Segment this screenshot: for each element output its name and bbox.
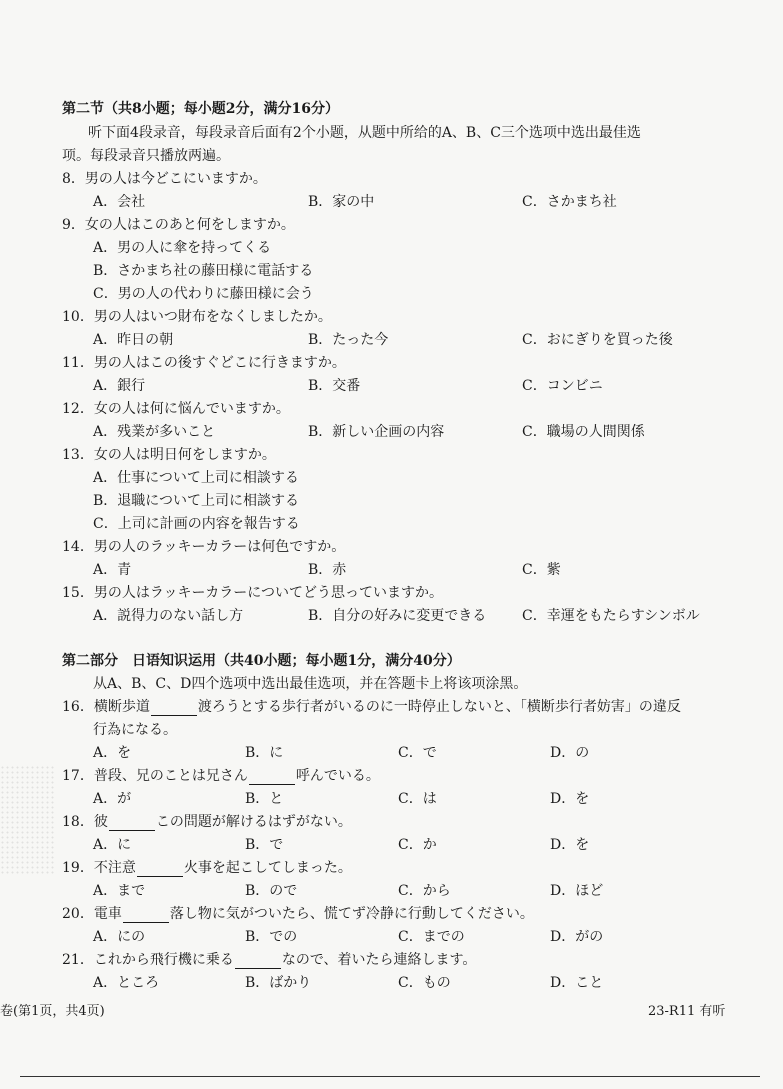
question-15: 15．男の人はラッキーカラーについてどう思っていますか。 [62, 585, 443, 601]
option-20b[interactable]: B．での [245, 929, 298, 945]
section-title: 第二节（共8小题；每小题2分，满分16分） [62, 101, 339, 117]
question-18 [62, 813, 352, 831]
option-12a[interactable]: A．残業が多いこと [93, 424, 216, 440]
option-9c[interactable]: C．男の人の代わりに藤田様に会う [93, 286, 314, 302]
question-11: 11．男の人はこの後すぐどこに行きますか。 [62, 355, 346, 371]
option-9b[interactable]: B．さかまち社の藤田様に電話する [93, 263, 314, 279]
option-16b[interactable]: B．に [245, 745, 284, 761]
question-17-stem-start: 17．普段、兄のことは兄さん [62, 768, 248, 784]
option-15b[interactable]: B．自分の好みに変更できる [308, 608, 487, 624]
option-11c[interactable]: C．コンビニ [522, 378, 603, 394]
question-20-stem-start: 20．電車 [62, 906, 122, 922]
question-8: 8．男の人は今どこにいますか。 [62, 171, 267, 187]
question-16 [62, 698, 681, 716]
option-10b[interactable]: B．たった今 [308, 332, 389, 348]
option-17c[interactable]: C．は [398, 791, 437, 807]
part2-title: 第二部分 日语知识运用（共40小题；每小题1分，满分40分） [62, 653, 461, 669]
option-11b[interactable]: B．交番 [308, 378, 361, 394]
question-21-stem-end: なので、着いたら連絡します。 [281, 952, 477, 968]
option-19d[interactable]: D．ほど [550, 883, 604, 899]
footer-page-number: 卷(第1页，共4页) [0, 1004, 105, 1019]
question-16-stem-end: 渡ろうとする歩行者がいるのに一時停止しないと、「横断歩行者妨害」の違反 [197, 699, 681, 715]
option-18a[interactable]: A．に [93, 837, 132, 853]
instruction-line-1: 听下面4段录音，每段录音后面有2个小题，从题中所给的A、B、C三个选项中选出最佳选 [88, 125, 641, 141]
option-20d[interactable]: D．がの [550, 929, 604, 945]
question-19 [62, 859, 352, 877]
option-14b[interactable]: B．赤 [308, 562, 347, 578]
option-8b[interactable]: B．家の中 [308, 194, 375, 210]
option-20a[interactable]: A．にの [93, 929, 146, 945]
option-21a[interactable]: A．ところ [93, 975, 160, 991]
answer-blank [109, 818, 155, 831]
option-21b[interactable]: B．ばかり [245, 975, 312, 991]
option-8a[interactable]: A．会社 [93, 194, 146, 210]
option-16a[interactable]: A．を [93, 745, 132, 761]
answer-blank [137, 864, 183, 877]
option-12b[interactable]: B．新しい企画の内容 [308, 424, 445, 440]
option-18d[interactable]: D．を [550, 837, 590, 853]
question-12: 12．女の人は何に悩んでいますか。 [62, 401, 290, 417]
question-16-stem-start: 16．横断歩道 [62, 699, 150, 715]
scan-noise [0, 765, 55, 875]
option-8c[interactable]: C．さかまち社 [522, 194, 617, 210]
bottom-divider [20, 1076, 760, 1077]
question-13: 13．女の人は明日何をしますか。 [62, 447, 276, 463]
question-19-stem-start: 19．不注意 [62, 860, 136, 876]
question-20-stem-end: 落し物に気がついたら、慌てず冷静に行動してください。 [169, 906, 534, 922]
option-16c[interactable]: C．で [398, 745, 437, 761]
option-21d[interactable]: D．こと [550, 975, 604, 991]
question-17-stem-end: 呼んでいる。 [295, 768, 380, 784]
option-13b[interactable]: B．退職について上司に相談する [93, 493, 300, 509]
question-9: 9．女の人はこのあと何をしますか。 [62, 217, 295, 233]
question-16-continuation: 行為になる。 [93, 722, 177, 738]
question-18-stem-end: この問題が解けるはずがない。 [155, 814, 352, 830]
answer-blank [123, 910, 169, 923]
answer-blank [249, 772, 295, 785]
option-15c[interactable]: C．幸運をもたらすシンボル [522, 608, 700, 624]
option-14c[interactable]: C．紫 [522, 562, 561, 578]
part2-instruction: 从A、B、C、D四个选项中选出最佳选项，并在答题卡上将该项涂黑。 [93, 676, 528, 692]
option-21c[interactable]: C．もの [398, 975, 451, 991]
answer-blank [151, 703, 197, 716]
option-11a[interactable]: A．銀行 [93, 378, 146, 394]
question-10: 10．男の人はいつ財布をなくしましたか。 [62, 309, 332, 325]
option-19a[interactable]: A．まで [93, 883, 146, 899]
question-18-stem-start: 18．彼 [62, 814, 108, 830]
option-12c[interactable]: C．職場の人間関係 [522, 424, 645, 440]
option-17d[interactable]: D．を [550, 791, 590, 807]
footer-code: 23-R11 有听 [648, 1004, 726, 1019]
option-13a[interactable]: A．仕事について上司に相談する [93, 470, 299, 486]
option-9a[interactable]: A．男の人に傘を持ってくる [93, 240, 272, 256]
option-19b[interactable]: B．ので [245, 883, 298, 899]
option-13c[interactable]: C．上司に計画の内容を報告する [93, 516, 300, 532]
option-17b[interactable]: B．と [245, 791, 284, 807]
option-16d[interactable]: D．の [550, 745, 590, 761]
question-21-stem-start: 21．これから飛行機に乗る [62, 952, 234, 968]
option-20c[interactable]: C．までの [398, 929, 465, 945]
option-10c[interactable]: C．おにぎりを買った後 [522, 332, 673, 348]
question-14: 14．男の人のラッキーカラーは何色ですか。 [62, 539, 346, 555]
option-19c[interactable]: C．から [398, 883, 451, 899]
option-15a[interactable]: A．説得力のない話し方 [93, 608, 244, 624]
answer-blank [235, 956, 281, 969]
question-20 [62, 905, 534, 923]
instruction-line-2: 项。每段录音只播放两遍。 [62, 148, 230, 164]
question-17 [62, 767, 380, 785]
option-14a[interactable]: A．青 [93, 562, 132, 578]
question-19-stem-end: 火事を起こしてしまった。 [183, 860, 352, 876]
option-17a[interactable]: A．が [93, 791, 132, 807]
question-21 [62, 951, 476, 969]
option-18c[interactable]: C．か [398, 837, 437, 853]
option-18b[interactable]: B．で [245, 837, 284, 853]
option-10a[interactable]: A．昨日の朝 [93, 332, 174, 348]
